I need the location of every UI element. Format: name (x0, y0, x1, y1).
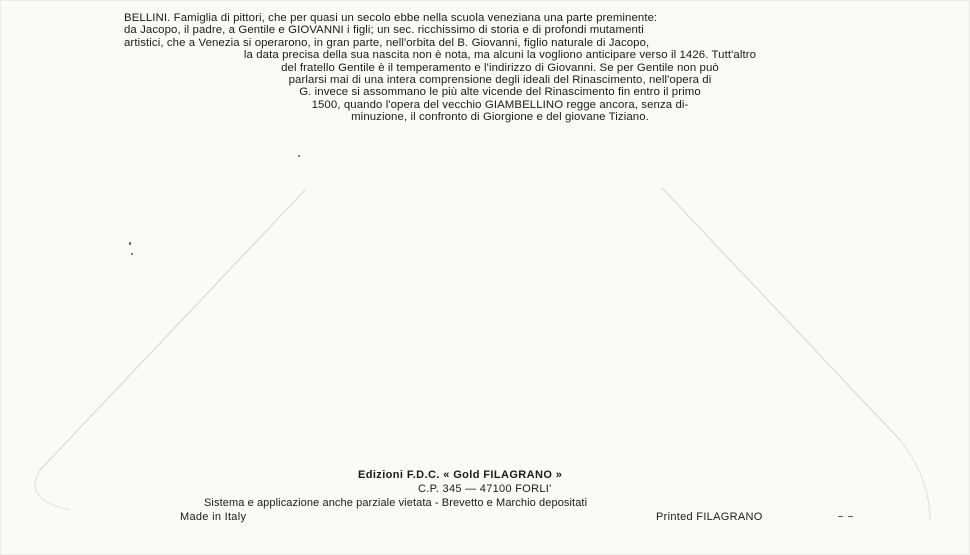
description-line: BELLINI. Famiglia di pittori, che per quasi un secolo ebbe nella scuola veneziana una parte preminente: (124, 12, 658, 24)
publisher-name: Edizioni F.D.C. « Gold FILAGRANO » (358, 469, 563, 481)
description-line: parlarsi mai di una intera comprensione degli ideali del Rinascimento, nell'opera di (288, 74, 712, 87)
country-of-origin: Made in Italy (180, 511, 247, 523)
paper-speck (298, 155, 300, 157)
description-line: del fratello Gentile è il temperamento e l'indirizzo di Giovanni. Se per Gentile non può (281, 61, 719, 74)
rights-notice: Sistema e applicazione anche parziale vietata - Brevetto e Marchio depositati (204, 497, 588, 509)
paper-speck (848, 516, 853, 517)
description-line: artistici, che a Venezia si operarono, in gran parte, nell'orbita del B. Giovanni, figlio naturale di Jacopo, (124, 36, 650, 49)
description-line: minuzione, il confronto di Giorgione e del giovane Tiziano. (351, 111, 649, 124)
printer-credit: Printed FILAGRANO (656, 511, 763, 523)
description-line: da Jacopo, il padre, a Gentile e GIOVANNI i figli; un sec. ricchissimo di storia e di profondi mutamenti (124, 24, 644, 37)
paper-speck (129, 242, 131, 245)
description-line: G. invece si assommano le più alte vicende del Rinascimento fin entro il primo (299, 86, 701, 99)
publisher-address: C.P. 345 — 47100 FORLI' (418, 483, 552, 495)
description-line: 1500, quando l'opera del vecchio GIAMBELLINO regge ancora, senza di- (311, 98, 689, 111)
paper-speck (838, 516, 843, 517)
description-line: la data precisa della sua nascita non è nota, ma alcuni la vogliono anticipare verso il 1426. Tutt'altro (243, 49, 757, 62)
paper-speck (131, 253, 133, 255)
